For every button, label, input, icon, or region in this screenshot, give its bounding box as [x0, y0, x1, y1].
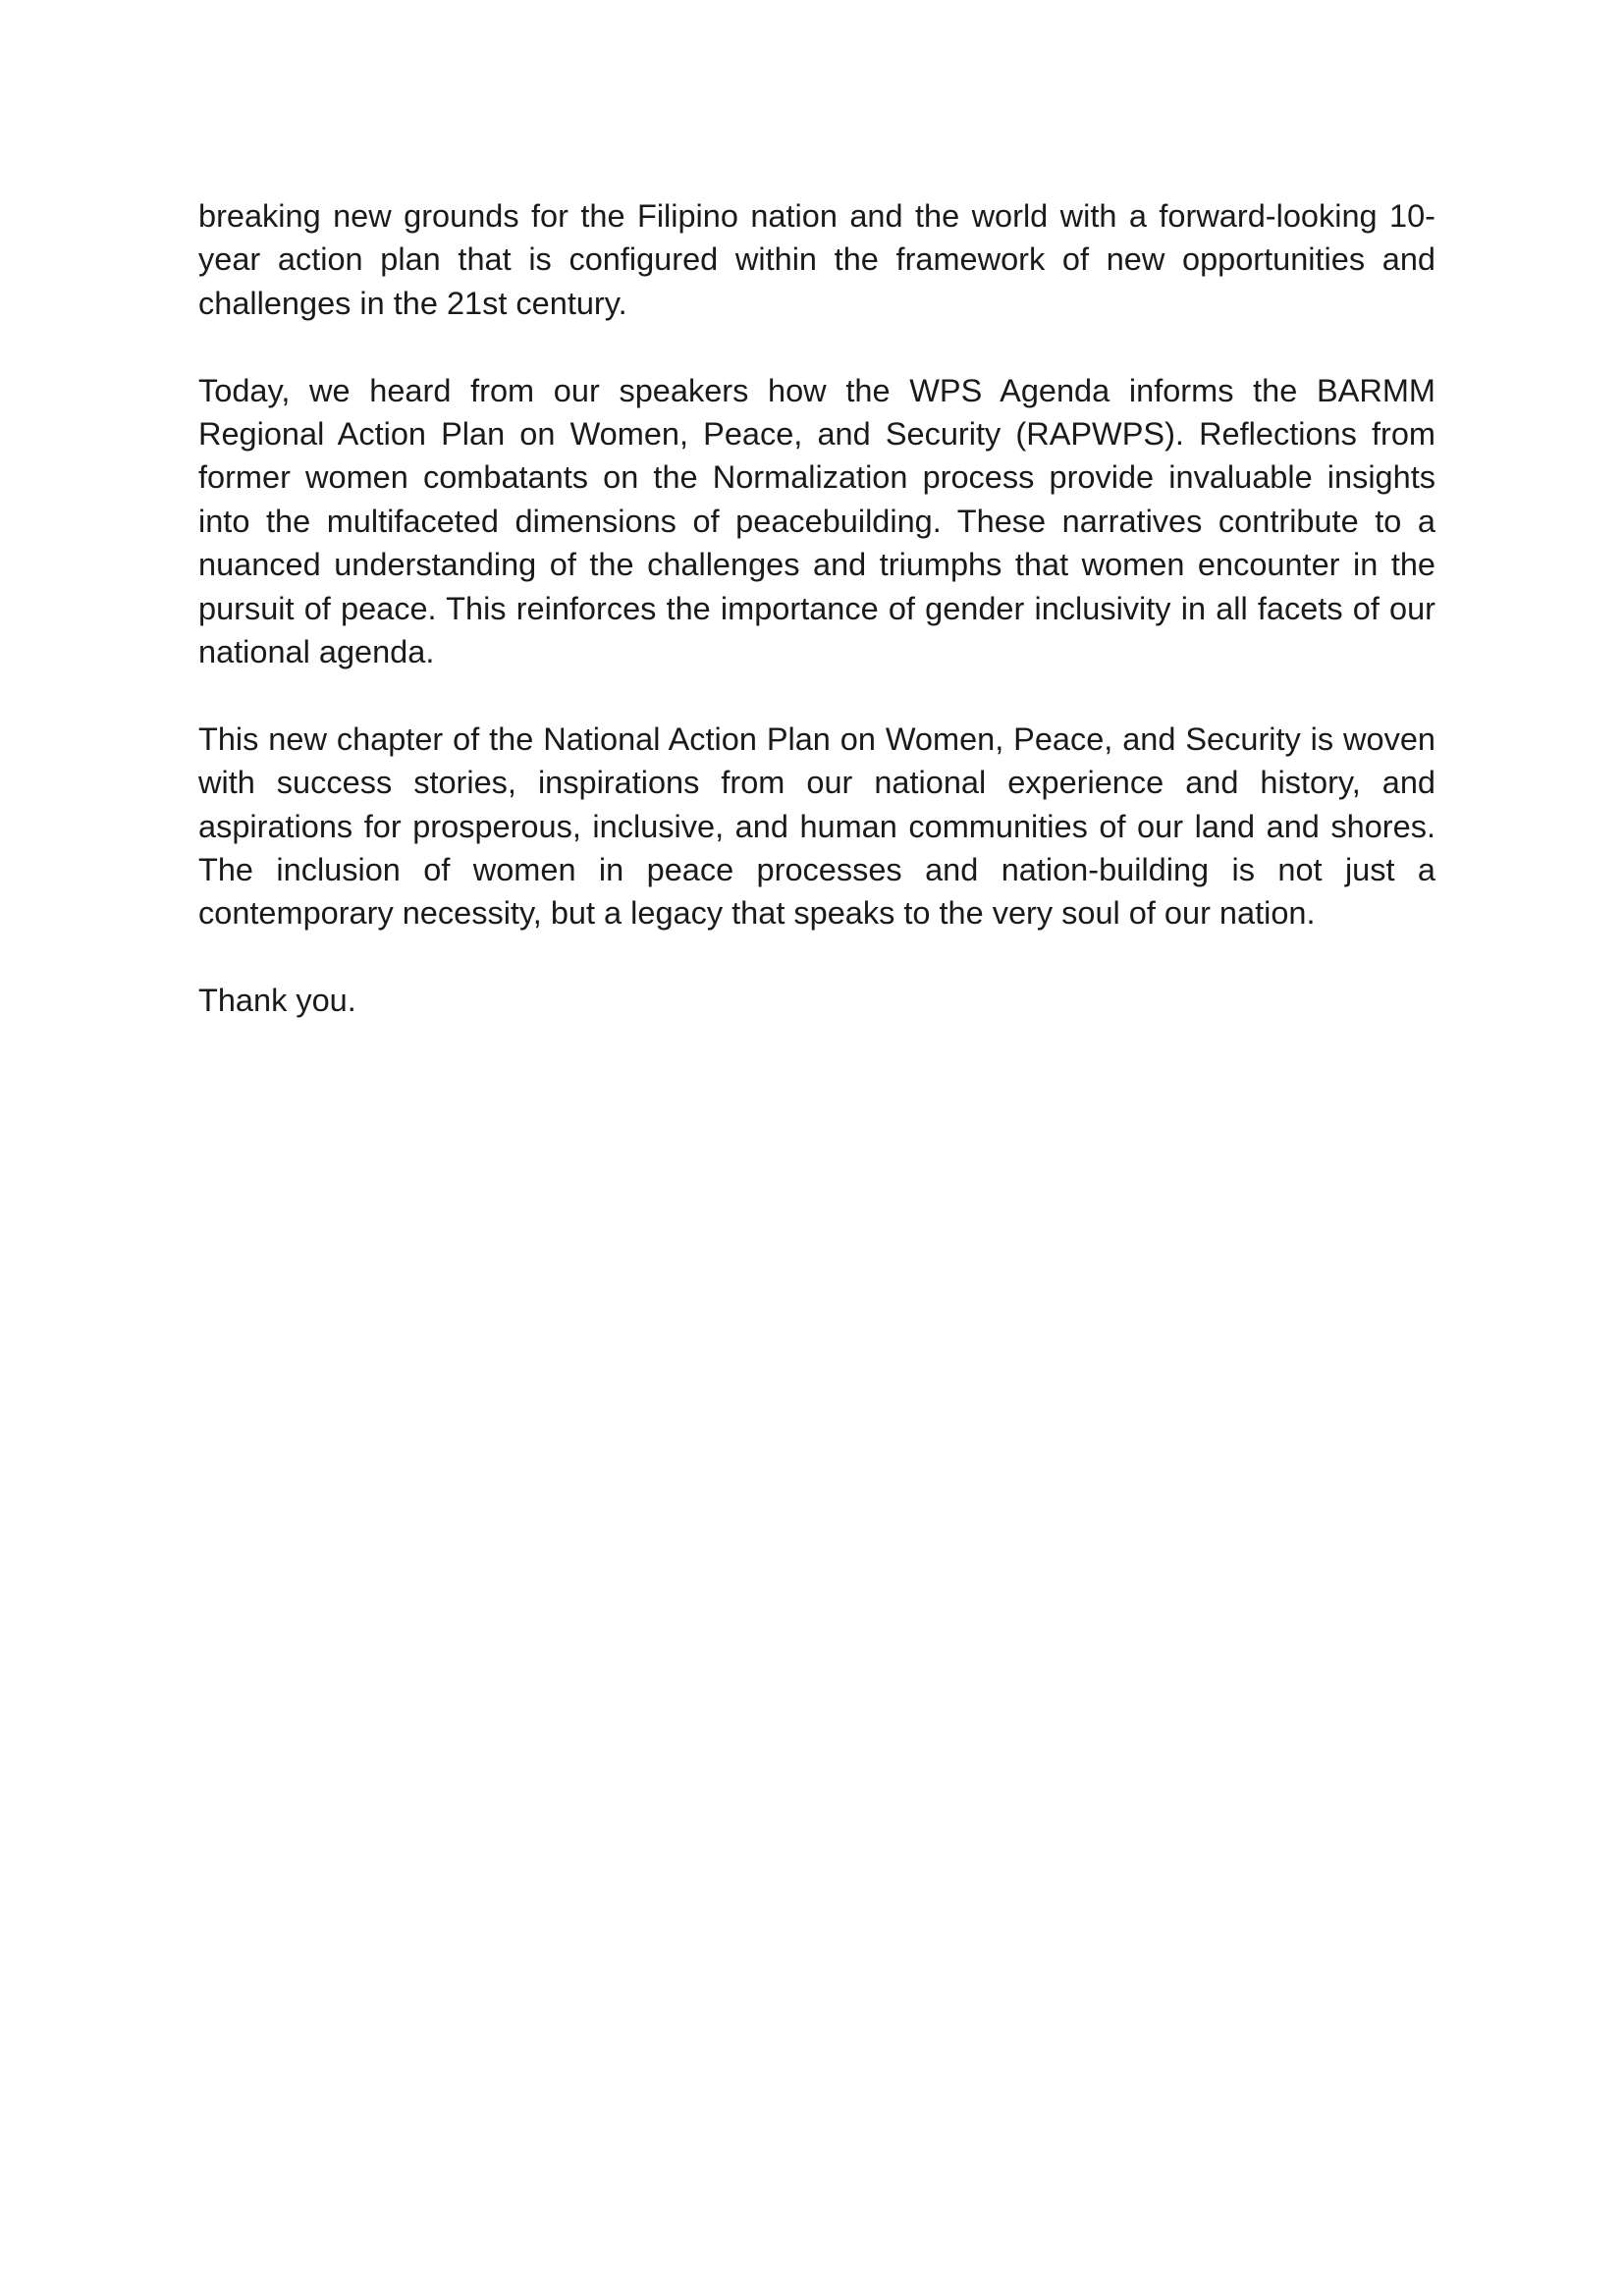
document-body [198, 194, 1435, 1066]
paragraph-closing: Thank you. [198, 983, 356, 1019]
paragraph-new-chapter: This new chapter of the National Action Plan on Women, Peace, and Security is woven with success stories, inspirations from our national experience and history, and aspirations for prosperous, inclusive, and human communities of our land and shores. The inclusion of women in peace processes and nation-building is not just a contemporary necessity, but a legacy that speaks to the very soul of our nation. [198, 721, 1435, 932]
paragraph-action-plan: breaking new grounds for the Filipino nation and the world with a forward-looking 10-year action plan that is configured within the framework of new opportunities and challenges in the 21st century. [198, 198, 1435, 321]
paragraph-speakers: Today, we heard from our speakers how the WPS Agenda informs the BARMM Regional Action Plan on Women, Peace, and Security (RAPWPS). Reflections from former women combatants on the Normalization process provide invaluable insights into the multifaceted dimensions of peacebuilding. These narratives contribute to a nuanced understanding of the challenges and triumphs that women encounter in the pursuit of peace. This reinforces the importance of gender inclusivity in all facets of our national agenda. [198, 372, 1435, 670]
